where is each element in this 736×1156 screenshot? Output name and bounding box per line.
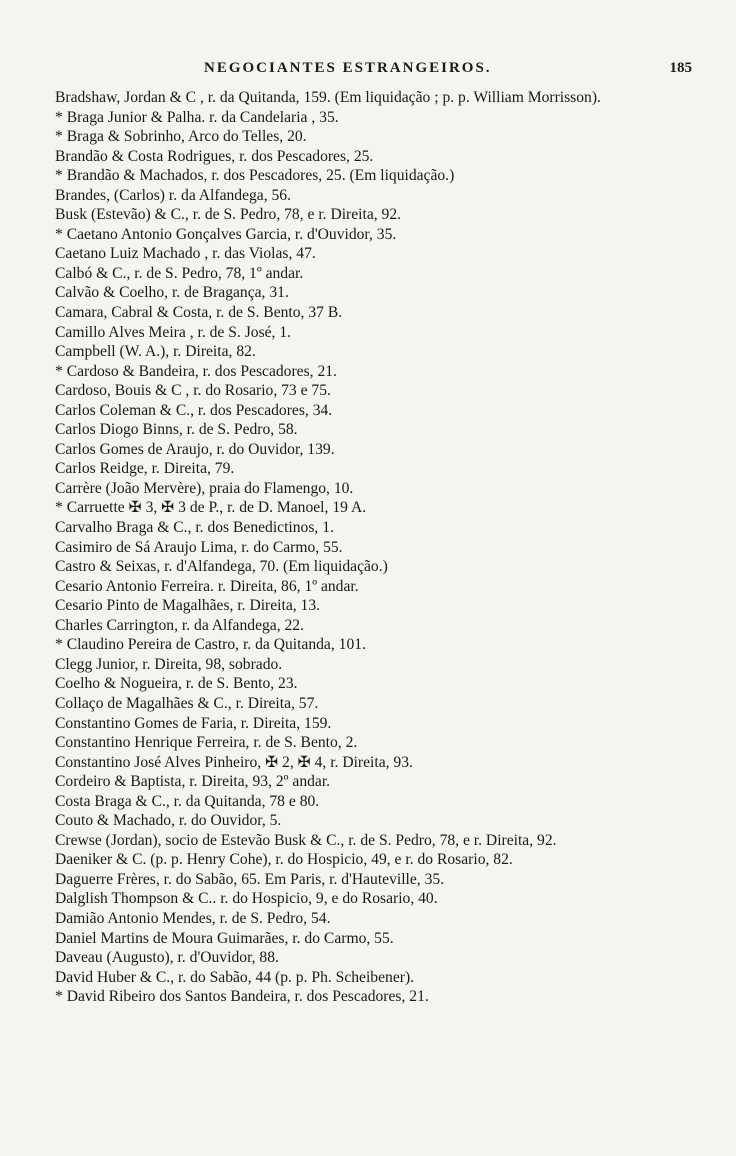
merchant-entry: Brandão & Costa Rodrigues, r. dos Pescadores, 25. [55, 147, 374, 165]
page-number: 185 [669, 60, 692, 76]
merchant-entry: Clegg Junior, r. Direita, 98, sobrado. [55, 655, 283, 673]
merchant-entry: Carrère (João Mervère), praia do Flamengo, 10. [55, 479, 354, 497]
page-header [54, 60, 694, 84]
merchant-entry: Collaço de Magalhães & C., r. Direita, 57. [55, 694, 319, 712]
merchant-list [55, 88, 705, 1007]
merchant-entry: Cesario Pinto de Magalhães, r. Direita, 13. [55, 597, 321, 615]
merchant-entry: Daeniker & C. (p. p. Henry Cohe), r. do Hospicio, 49, e r. do Rosario, 82. [55, 851, 513, 869]
merchant-entry: Costa Braga & C., r. da Quitanda, 78 e 80. [55, 792, 320, 810]
merchant-entry: Carlos Gomes de Araujo, r. do Ouvidor, 139. [55, 440, 335, 458]
merchant-entry: Campbell (W. A.), r. Direita, 82. [55, 343, 256, 361]
merchant-entry: Camara, Cabral & Costa, r. de S. Bento, 37 B. [55, 304, 343, 322]
merchant-entry: Coelho & Nogueira, r. de S. Bento, 23. [55, 675, 298, 693]
merchant-entry: Crewse (Jordan), socio de Estevão Busk & C., r. de S. Pedro, 78, e r. Direita, 92. [55, 831, 557, 849]
merchant-entry: Constantino Henrique Ferreira, r. de S. Bento, 2. [55, 734, 358, 752]
merchant-entry: Camillo Alves Meira , r. de S. José, 1. [55, 323, 292, 341]
merchant-entry: Carlos Coleman & C., r. dos Pescadores, 34. [55, 401, 333, 419]
merchant-entry: Carlos Reidge, r. Direita, 79. [55, 460, 235, 478]
merchant-entry: * Braga Junior & Palha. r. da Candelaria , 35. [55, 108, 339, 126]
merchant-entry: Carvalho Braga & C., r. dos Benedictinos, 1. [55, 519, 334, 537]
merchant-entry: * Caetano Antonio Gonçalves Garcia, r. d'Ouvidor, 35. [55, 225, 397, 243]
merchant-entry: Brandes, (Carlos) r. da Alfandega, 56. [55, 186, 292, 204]
merchant-entry: Calvão & Coelho, r. de Bragança, 31. [55, 284, 289, 302]
merchant-entry: David Huber & C., r. do Sabão, 44 (p. p. Ph. Scheibener). [55, 968, 415, 986]
merchant-entry: Calbó & C., r. de S. Pedro, 78, 1º andar. [55, 264, 304, 282]
merchant-entry: * Claudino Pereira de Castro, r. da Quitanda, 101. [55, 636, 366, 654]
merchant-entry: * Braga & Sobrinho, Arco do Telles, 20. [55, 128, 307, 146]
merchant-entry: Carlos Diogo Binns, r. de S. Pedro, 58. [55, 421, 298, 439]
merchant-entry: Cesario Antonio Ferreira. r. Direita, 86, 1º andar. [55, 577, 359, 595]
merchant-entry: Daguerre Frères, r. do Sabão, 65. Em Paris, r. d'Hauteville, 35. [55, 870, 445, 888]
merchant-entry: Constantino José Alves Pinheiro, ✠ 2, ✠ 4, r. Direita, 93. [55, 753, 413, 771]
merchant-entry: Charles Carrington, r. da Alfandega, 22. [55, 616, 305, 634]
merchant-entry: * Carruette ✠ 3, ✠ 3 de P., r. de D. Manoel, 19 A. [55, 499, 367, 517]
merchant-entry: Bradshaw, Jordan & C , r. da Quitanda, 159. (Em liquidação ; p. p. William Morrisson). [55, 89, 601, 106]
merchant-entry: Constantino Gomes de Faria, r. Direita, 159. [55, 714, 332, 732]
merchant-entry: Castro & Seixas, r. d'Alfandega, 70. (Em liquidação.) [55, 558, 388, 576]
merchant-entry: Couto & Machado, r. do Ouvidor, 5. [55, 812, 282, 830]
merchant-entry: Cardoso, Bouis & C , r. do Rosario, 73 e 75. [55, 382, 331, 400]
merchant-entry: Busk (Estevão) & C., r. de S. Pedro, 78, e r. Direita, 92. [55, 206, 402, 224]
merchant-entry: Daveau (Augusto), r. d'Ouvidor, 88. [55, 949, 279, 967]
merchant-entry: Dalglish Thompson & C.. r. do Hospicio, 9, e do Rosario, 40. [55, 890, 438, 908]
merchant-entry: Caetano Luiz Machado , r. das Violas, 47. [55, 245, 316, 263]
merchant-entry: Cordeiro & Baptista, r. Direita, 93, 2º andar. [55, 773, 331, 791]
running-title: NEGOCIANTES ESTRANGEIROS. [204, 60, 492, 76]
merchant-entry: * Brandão & Machados, r. dos Pescadores, 25. (Em liquidação.) [55, 167, 455, 185]
merchant-entry: Damião Antonio Mendes, r. de S. Pedro, 54. [55, 909, 331, 927]
merchant-entry: Casimiro de Sá Araujo Lima, r. do Carmo, 55. [55, 538, 343, 556]
merchant-entry: * Cardoso & Bandeira, r. dos Pescadores, 21. [55, 362, 337, 380]
merchant-entry: * David Ribeiro dos Santos Bandeira, r. dos Pescadores, 21. [55, 988, 429, 1006]
merchant-entry: Daniel Martins de Moura Guimarães, r. do Carmo, 55. [55, 929, 394, 947]
